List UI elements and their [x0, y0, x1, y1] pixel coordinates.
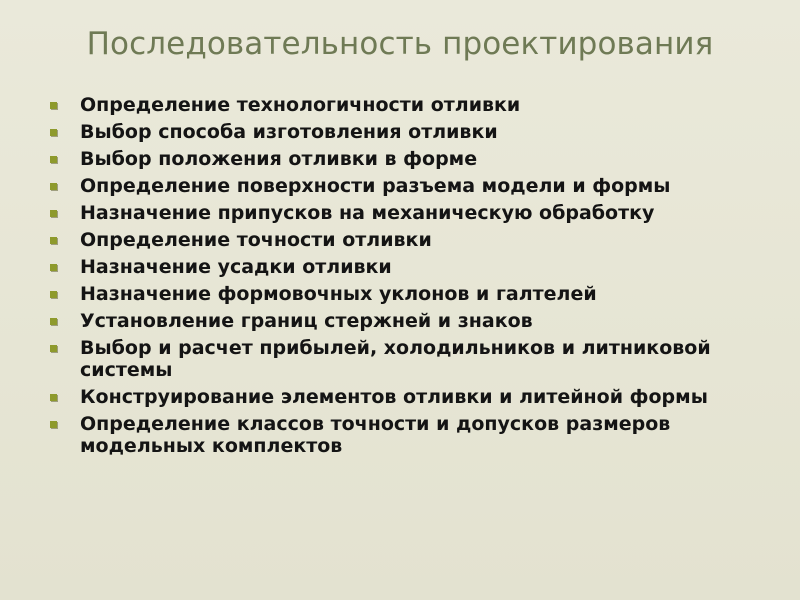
square-bullet-icon [50, 102, 57, 109]
list-item [44, 283, 764, 305]
list-item-text: Установление границ стержней и знаков [80, 310, 533, 332]
list-item-text: Назначение усадки отливки [80, 256, 392, 278]
list-item [44, 229, 764, 251]
list-item-text: Конструирование элементов отливки и литейной формы [80, 386, 708, 408]
list-item-text: Определение поверхности разъема модели и формы [80, 175, 671, 197]
list-item [44, 337, 764, 381]
square-bullet-icon [50, 394, 57, 401]
list-item [44, 175, 764, 197]
list-item-text: Определение классов точности и допусков размеров модельных комплектов [80, 413, 671, 457]
list-item-text: Выбор положения отливки в форме [80, 148, 478, 170]
list-item [44, 94, 764, 116]
list-item [44, 413, 764, 457]
square-bullet-icon [50, 318, 57, 325]
square-bullet-icon [50, 183, 57, 190]
list-item [44, 256, 764, 278]
slide-title: Последовательность проектирования [86, 26, 714, 62]
square-bullet-icon [50, 264, 57, 271]
square-bullet-icon [50, 129, 57, 136]
square-bullet-icon [50, 156, 57, 163]
list-item [44, 386, 764, 408]
list-item-text: Выбор и расчет прибылей, холодильников и литниковой системы [80, 337, 711, 381]
list-item-text: Выбор способа изготовления отливки [80, 121, 498, 143]
list-item-text: Определение точности отливки [80, 229, 432, 251]
square-bullet-icon [50, 345, 57, 352]
list-item-text: Назначение припусков на механическую обработку [80, 202, 655, 224]
list-item [44, 310, 764, 332]
list-item [44, 148, 764, 170]
list-item-text: Назначение формовочных уклонов и галтелей [80, 283, 597, 305]
square-bullet-icon [50, 237, 57, 244]
list-item [44, 121, 764, 143]
square-bullet-icon [50, 210, 57, 217]
square-bullet-icon [50, 291, 57, 298]
bullet-list [44, 94, 764, 462]
list-item [44, 202, 764, 224]
square-bullet-icon [50, 421, 57, 428]
list-item-text: Определение технологичности отливки [80, 94, 521, 116]
